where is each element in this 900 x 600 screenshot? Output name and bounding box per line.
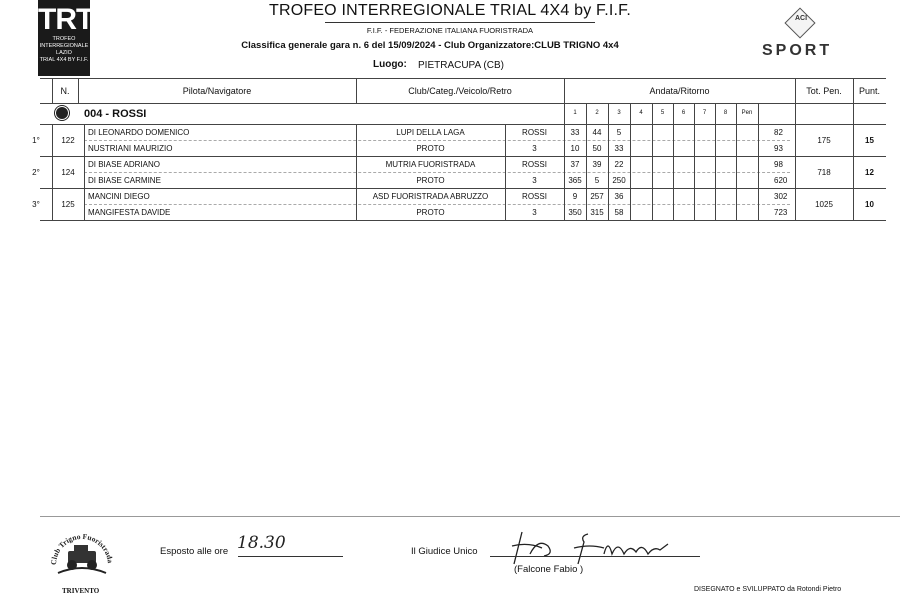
aci-logo-text: ACI (794, 15, 808, 22)
header-points: Punt. (858, 86, 880, 96)
run-col-2: 2 (595, 110, 599, 116)
car-number: 122 (61, 136, 75, 145)
run-penalty: 93 (774, 144, 783, 153)
category-name: 004 - ROSSI (84, 108, 147, 120)
run-col-6: 6 (681, 110, 686, 116)
club-name: MUTRIA FUORISTRADA (385, 160, 476, 169)
run-col-1: 1 (573, 110, 577, 116)
run-score: 5 (594, 176, 600, 185)
column-rule (736, 103, 737, 220)
document-title: TROFEO INTERREGIONALE TRIAL 4X4 by F.I.F. (268, 2, 632, 19)
designer-credit: DISEGNATO e SVILUPPATO da Rotondi Pietro (694, 586, 842, 593)
row-divider (84, 140, 790, 141)
run-score: 315 (590, 208, 604, 217)
federation-name: F.I.F. - FEDERAZIONE ITALIANA FUORISTRADA (366, 26, 534, 35)
pilot-name: DI LEONARDO DOMENICO (88, 128, 190, 137)
header-total-penalty: Tot. Pen. (806, 86, 842, 96)
navigator-name: MANGIFESTA DAVIDE (88, 208, 171, 217)
total-penalty: 718 (817, 168, 831, 177)
run-score: 44 (592, 128, 602, 137)
club-trigno-logo (48, 525, 116, 585)
category: ROSSI (522, 192, 547, 201)
trt-logo-line: LAZIO (56, 50, 72, 56)
retro: 3 (532, 176, 537, 185)
car-number: 125 (61, 200, 75, 209)
header-runs: Andata/Ritorno (649, 86, 710, 96)
column-rule (694, 103, 695, 220)
club-name: LUPI DELLA LAGA (396, 128, 465, 137)
column-rule (795, 78, 796, 220)
run-score: 22 (614, 160, 624, 169)
position: 3° (32, 200, 40, 209)
table-rule (40, 103, 886, 104)
table-rule (40, 156, 886, 157)
run-score: 257 (590, 192, 604, 201)
run-score: 39 (592, 160, 602, 169)
vehicle-class: PROTO (416, 208, 445, 217)
table-rule (40, 188, 886, 189)
judge-label: Il Giudice Unico (411, 546, 478, 557)
exposed-signature-line (238, 556, 343, 557)
run-penalty: 82 (774, 128, 783, 137)
points: 12 (865, 168, 874, 177)
vehicle-class: PROTO (416, 144, 445, 153)
column-rule (758, 103, 759, 220)
trt-logo-line: TRIAL 4X4 BY F.I.F. (39, 57, 89, 63)
run-col-7: 7 (702, 110, 707, 116)
vehicle-class: PROTO (416, 176, 445, 185)
place-value: PIETRACUPA (CB) (418, 60, 504, 71)
column-rule (652, 103, 653, 220)
race-info: Classifica generale gara n. 6 del 15/09/2024 - Club Organizzatore:CLUB TRIGNO 4x4 (241, 40, 619, 51)
column-rule (715, 103, 716, 220)
navigator-name: NUSTRIANI MAURIZIO (88, 144, 173, 153)
category: ROSSI (522, 128, 547, 137)
table-rule (40, 78, 886, 79)
header-pilot: Pilota/Navigatore (182, 86, 252, 96)
row-divider (84, 204, 790, 205)
run-col-4: 4 (639, 110, 643, 116)
navigator-name: DI BIASE CARMINE (88, 176, 161, 185)
run-score: 50 (592, 144, 602, 153)
judge-name: (Falcone Fabio ) (514, 564, 584, 575)
column-rule (505, 124, 506, 220)
category: ROSSI (522, 160, 547, 169)
header-number: N. (60, 86, 70, 96)
run-score: 250 (612, 176, 626, 185)
category-bullet-icon (56, 107, 68, 119)
trt-logo-line: TROFEO INTERREGIONALE (39, 36, 89, 49)
run-score: 33 (570, 128, 580, 137)
exposed-label: Esposto alle ore (160, 546, 229, 557)
run-score: 9 (572, 192, 578, 201)
pilot-name: MANCINI DIEGO (88, 192, 150, 201)
trt-logo-text: TRT (38, 3, 94, 36)
run-score: 350 (568, 208, 582, 217)
column-rule (853, 78, 854, 220)
run-score: 365 (568, 176, 582, 185)
position: 2° (32, 168, 40, 177)
header-club: Club/Categ./Veicolo/Retro (408, 86, 512, 96)
table-rule (40, 220, 886, 221)
place-label: Luogo: (373, 59, 407, 70)
club-name: ASD FUORISTRADA ABRUZZO (372, 192, 489, 201)
row-divider (84, 172, 790, 173)
club-city: TRIVENTO (62, 587, 100, 595)
column-rule (84, 124, 85, 220)
column-rule (673, 103, 674, 220)
judge-signature-line (490, 556, 700, 557)
column-rule (630, 103, 631, 220)
points: 10 (865, 200, 874, 209)
sport-logo-text: SPORT (762, 42, 833, 59)
club-logo-text: Club Trigno Fuoristrada (48, 531, 115, 566)
position: 1° (32, 136, 40, 145)
table-rule (40, 124, 886, 125)
retro: 3 (532, 144, 537, 153)
run-penalty: 302 (774, 192, 788, 201)
run-col-pen: Pen (741, 110, 753, 116)
points: 15 (865, 136, 874, 145)
run-col-8: 8 (723, 110, 728, 116)
run-score: 58 (614, 208, 624, 217)
run-score: 10 (570, 144, 580, 153)
run-score: 5 (616, 128, 622, 137)
run-score: 37 (570, 160, 580, 169)
car-number: 124 (61, 168, 75, 177)
column-rule (356, 124, 357, 220)
total-penalty: 1025 (815, 200, 833, 209)
run-penalty: 723 (774, 208, 788, 217)
run-score: 33 (614, 144, 624, 153)
footer-divider (40, 516, 900, 517)
retro: 3 (532, 208, 537, 217)
title-underline (325, 22, 595, 23)
pilot-name: DI BIASE ADRIANO (88, 160, 161, 169)
exposed-time: 18.30 (237, 533, 286, 553)
total-penalty: 175 (817, 136, 831, 145)
run-score: 36 (614, 192, 624, 201)
run-penalty: 620 (774, 176, 788, 185)
run-col-5: 5 (660, 110, 665, 116)
run-col-3: 3 (617, 110, 621, 116)
run-penalty: 98 (774, 160, 783, 169)
